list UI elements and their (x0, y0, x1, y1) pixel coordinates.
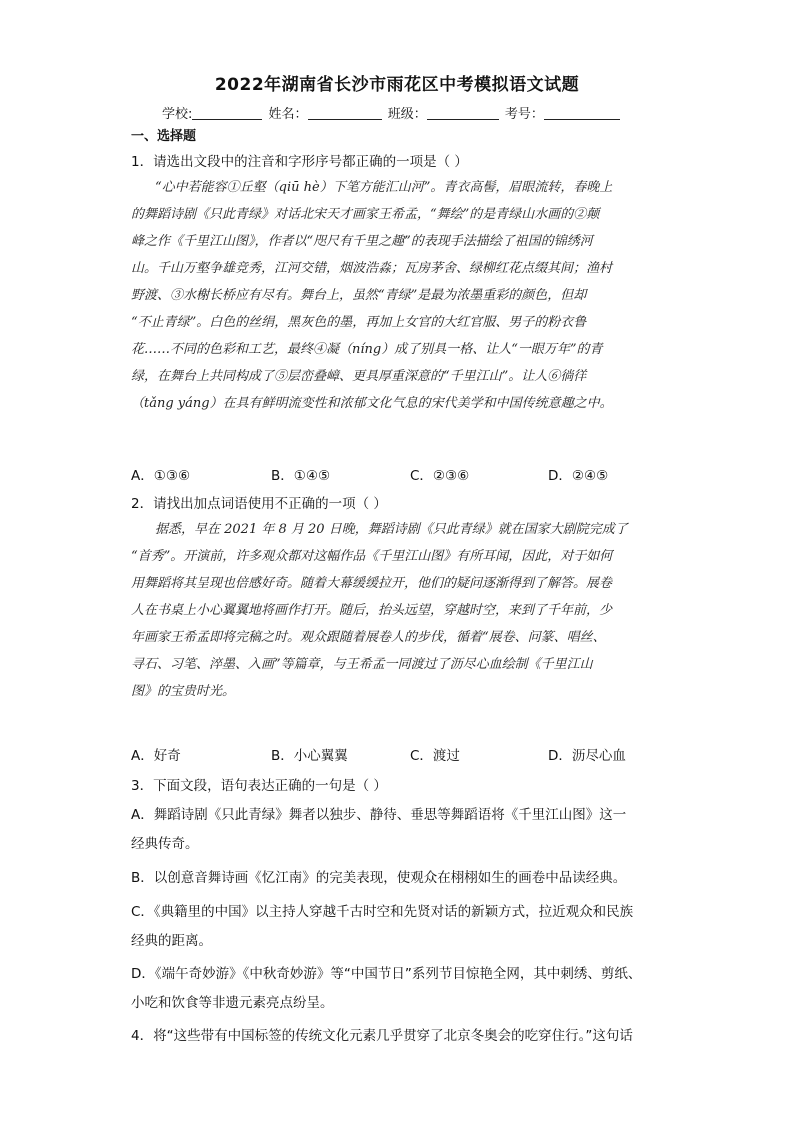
q2-line: “首秀”。开演前，许多观众都对这幅作品《千里江山图》有所耳闻，因此，对于如何 (131, 549, 613, 564)
q2-option-c[interactable]: C．渡过 (410, 748, 460, 764)
q4-stem: 4．将“这些带有中国标签的传统文化元素几乎贯穿了北京冬奥会的吃穿住行。”这句话 (131, 1028, 633, 1044)
q1-option-d[interactable]: D．②④⑤ (548, 468, 609, 484)
q1-line: 花……不同的色彩和工艺，最终④凝（níng）成了别具一格、让人“一眼万年”的青 (131, 342, 603, 357)
q1-line: 峰之作《千里江山图》，作者以“咫尺有千里之趣”的表现手法描绘了祖国的锦绣河 (131, 234, 593, 249)
q1-option-a[interactable]: A．①③⑥ (131, 468, 191, 484)
school-blank[interactable] (192, 107, 262, 120)
q1-line: （tǎng yáng）在具有鲜明流变性和浓郁文化气息的宋代美学和中国传统意趣之中。 (131, 396, 613, 411)
q3-option-a[interactable]: A．舞蹈诗剧《只此青绿》舞者以独步、静待、垂思等舞蹈语将《千里江山图》这一 (131, 807, 627, 823)
q1-line: 绿，在舞台上共同构成了⑤层峦叠嶂、更具厚重深意的“千里江山”。让人⑥徜徉 (131, 369, 587, 384)
q2-line: 据悉，早在 2021 年 8 月 20 日晚，舞蹈诗剧《只此青绿》就在国家大剧院完成了 (155, 522, 628, 537)
q2-line: 用舞蹈将其呈现也倍感好奇。随着大幕缓缓拉开，他们的疑问逐渐得到了解答。展卷 (131, 576, 613, 591)
q2-options (131, 744, 661, 762)
q1-stem: 1．请选出文段中的注音和字形序号都正确的一项是（ ） (131, 154, 468, 170)
school-label: 学校: (162, 107, 193, 122)
name-blank[interactable] (308, 107, 382, 120)
q3-option-d[interactable]: D．《端午奇妙游》《中秋奇妙游》等“中国节日”系列节目惊艳全网，其中刺绣、剪纸、 (131, 966, 642, 982)
q2-line: 年画家王希孟即将完稿之时。观众跟随着展卷人的步伐，循着“展卷、问篆、唱丝、 (131, 630, 606, 645)
student-info-row (162, 103, 622, 122)
q2-option-b[interactable]: B．小心翼翼 (271, 748, 348, 764)
q2-line: 图》的宝贵时光。 (131, 684, 236, 699)
exam-title: 2022年湖南省长沙市雨花区中考模拟语文试题 (214, 75, 580, 95)
q2-line: 人在书桌上小心翼翼地将画作打开。随后，抬头远望，穿越时空，来到了千年前，少 (131, 603, 613, 618)
q2-line: 寻石、习笔、淬墨、入画”等篇章，与王希孟一同渡过了沥尽心血绘制《千里江山 (131, 657, 593, 672)
q3-option-c-cont: 经典的距离。 (131, 933, 212, 949)
class-label: 班级： (387, 107, 427, 122)
q1-line: 的舞蹈诗剧《只此青绿》对话北宋天才画家王希孟，“舞绘”的是青绿山水画的②颠 (131, 207, 600, 222)
q3-option-b[interactable]: B．以创意音舞诗画《忆江南》的完美表现，使观众在栩栩如生的画卷中品读经典。 (131, 870, 627, 886)
q3-option-d-cont: 小吃和饮食等非遗元素亮点纷呈。 (131, 995, 334, 1011)
q1-line: “心中若能容①丘壑（qiū hè）下笔方能汇山河”。青衣高髻，眉眼流转，春晚上 (155, 180, 613, 195)
q1-options (131, 464, 661, 482)
q1-line: 山。千山万壑争雄竞秀，江河交错，烟波浩淼；瓦房茅舍、绿柳红花点缀其间；渔村 (131, 261, 613, 276)
q3-option-c[interactable]: C．《典籍里的中国》以主持人穿越千古时空和先贤对话的新颖方式，拉近观众和民族 (131, 904, 634, 920)
q1-option-b[interactable]: B．①④⑤ (271, 468, 331, 484)
q1-option-c[interactable]: C．②③⑥ (410, 468, 470, 484)
q3-option-a-cont: 经典传奇。 (131, 836, 199, 852)
q3-stem: 3．下面文段，语句表达正确的一句是（ ） (131, 778, 387, 794)
q2-option-d[interactable]: D．沥尽心血 (548, 748, 626, 764)
q1-line: “不止青绿”。白色的丝绢，黑灰色的墨，再加上女官的大红官服、男子的粉衣鲁 (131, 315, 587, 330)
q1-line: 野渡、③水榭长桥应有尽有。舞台上，虽然“青绿”是最为浓墨重彩的颜色，但却 (131, 288, 587, 303)
class-blank[interactable] (427, 107, 499, 120)
section-heading: 一、选择题 (131, 129, 197, 144)
q2-option-a[interactable]: A．好奇 (131, 748, 181, 764)
q2-stem: 2．请找出加点词语使用不正确的一项（ ） (131, 496, 387, 512)
name-label: 姓名： (268, 107, 308, 122)
number-blank[interactable] (544, 107, 620, 120)
number-label: 考号： (504, 107, 544, 122)
